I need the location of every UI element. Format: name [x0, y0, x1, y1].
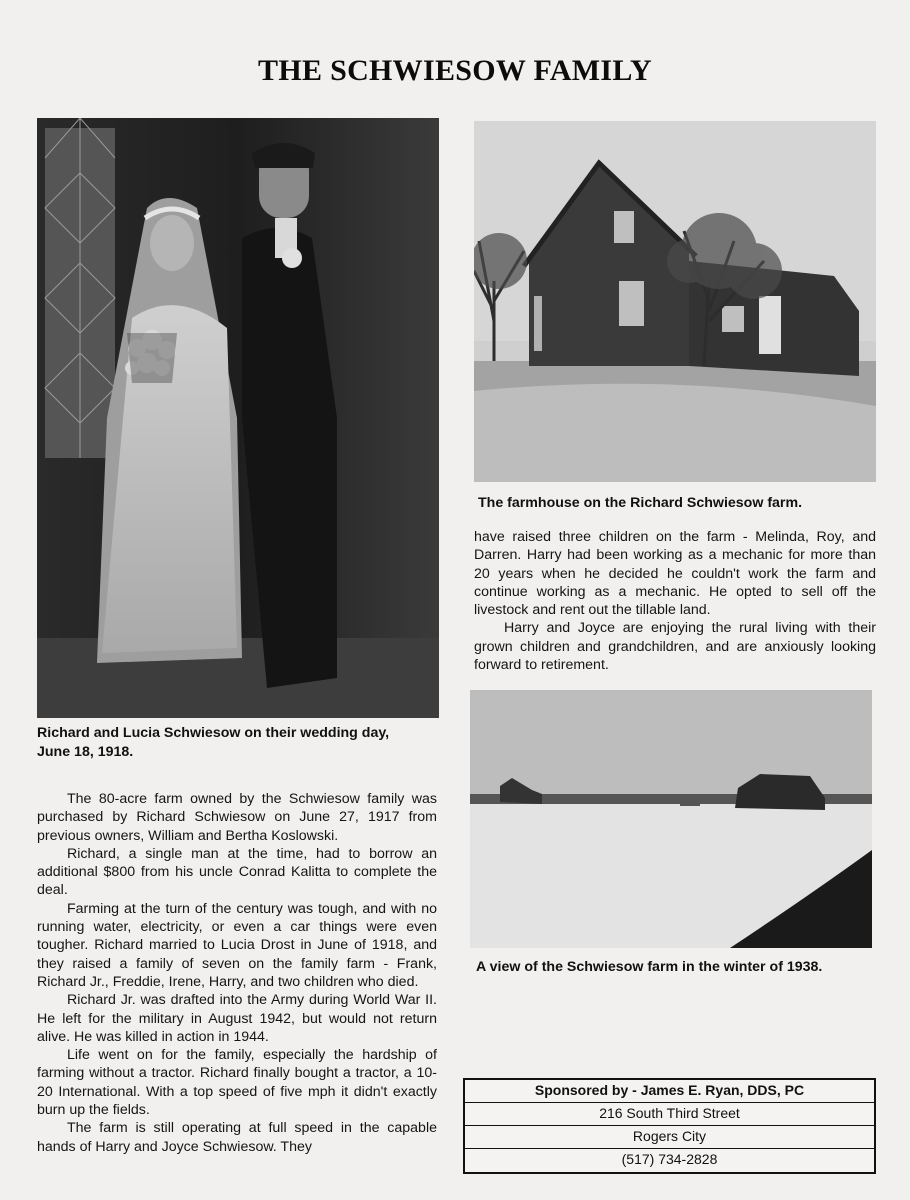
- wedding-photo-caption: Richard and Lucia Schwiesow on their wedding day, June 18, 1918.: [37, 725, 390, 760]
- wedding-portrait-photo: [37, 118, 439, 718]
- paragraph: Richard, a single man at the time, had to borrow an additional $800 from his uncle Conrad Kalitta to complete the deal.: [37, 845, 437, 899]
- sponsor-heading: Sponsored by - James E. Ryan, DDS, PC: [465, 1080, 874, 1103]
- sponsor-phone: (517) 734-2828: [621, 1151, 718, 1167]
- paragraph: The 80-acre farm owned by the Schwiesow family was purchased by Richard Schwiesow on June 27, 1917 from previous owners, William and Bertha Koslowski.: [37, 791, 437, 844]
- farmhouse-photo: [474, 121, 876, 482]
- paragraph: have raised three children on the farm - Melinda, Roy, and Darren. Harry had been working as a mechanic for more than 20 years when he decided he couldn't work the farm and continue working as a mechanic. He opted to sell off the livestock and rent out the tillable land.: [474, 529, 876, 619]
- left-column-text: [37, 790, 437, 1156]
- paragraph: Farming at the turn of the century was tough, and with no running water, electricity, or even a car things were even tougher. Richard married to Lucia Drost in June of 1918, and they raised a family of seven on the family farm - Frank, Richard Jr., Freddie, Irene, Harry, and two children who died.: [37, 900, 437, 990]
- winter-farm-photo: [470, 690, 872, 948]
- paragraph: The farm is still operating at full speed in the capable hands of Harry and Joyce Schwiesow. They: [37, 1120, 437, 1155]
- page-title: THE SCHWIESOW FAMILY: [258, 54, 652, 87]
- sponsor-box: [463, 1078, 876, 1174]
- right-column-text: [474, 528, 876, 674]
- farmhouse-photo-caption: The farmhouse on the Richard Schwiesow farm.: [478, 495, 803, 511]
- paragraph: Harry and Joyce are enjoying the rural living with their grown children and grandchildren, and are anxiously looking forward to retirement.: [474, 620, 876, 674]
- winter-photo-caption: A view of the Schwiesow farm in the winter of 1938.: [476, 959, 823, 975]
- paragraph: Life went on for the family, especially the hardship of farming without a tractor. Richard finally bought a tractor, a 10-20 International. With a top speed of five mph it didn't exactly burn up the fields.: [37, 1047, 437, 1119]
- sponsor-city: Rogers City: [465, 1126, 874, 1149]
- paragraph: Richard Jr. was drafted into the Army during World War II. He left for the military in August 1942, but would not return alive. He was killed in action in 1944.: [37, 992, 437, 1045]
- sponsor-address: 216 South Third Street: [465, 1103, 874, 1126]
